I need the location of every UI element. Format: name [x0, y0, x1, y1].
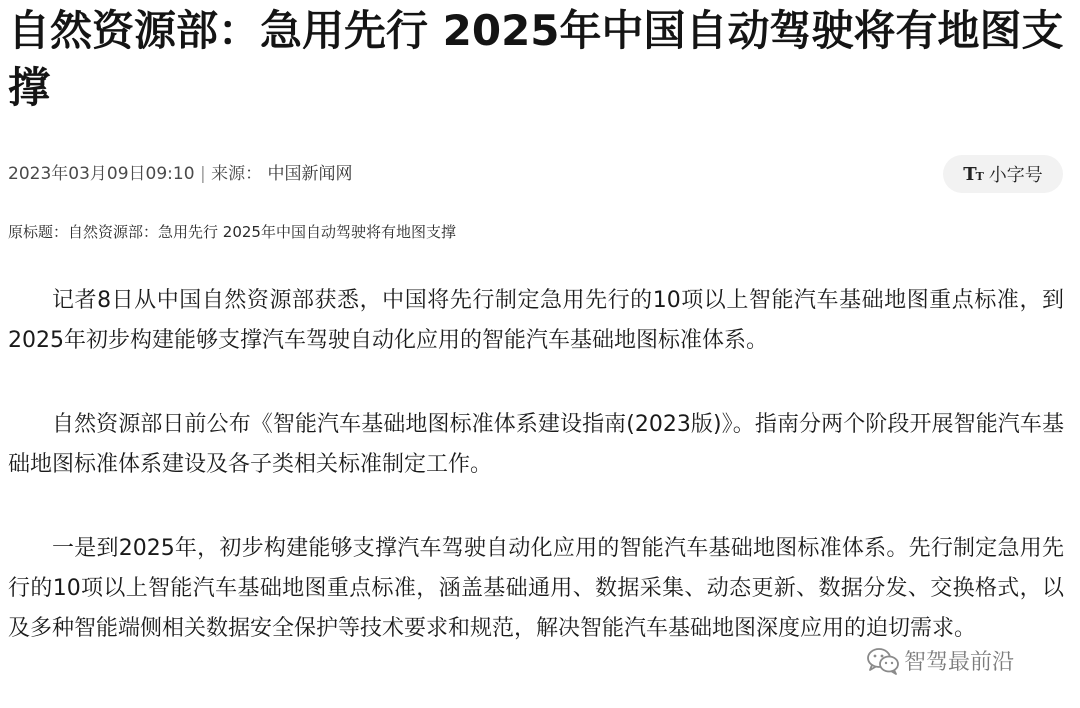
article-title: 自然资源部：急用先行 2025年中国自动驾驶将有地图支撑	[8, 6, 1064, 112]
font-size-toggle-button[interactable]	[943, 155, 1063, 193]
publish-date: 2023年03月09日09:10	[8, 164, 195, 184]
watermark-text: 智驾最前沿	[904, 650, 1015, 675]
meta-separator: |	[199, 164, 206, 184]
article-body	[8, 281, 1064, 693]
paragraph: 记者8日从中国自然资源部获悉，中国将先行制定急用先行的10项以上智能汽车基础地图重点标准，到2025年初步构建能够支撑汽车驾驶自动化应用的智能汽车基础地图标准体系。	[8, 288, 1064, 353]
font-size-toggle-label: 小字号	[988, 165, 1043, 186]
article-meta	[8, 160, 352, 188]
paragraph: 自然资源部日前公布《智能汽车基础地图标准体系建设指南(2023版)》。指南分两个阶段开展智能汽车基础地图标准体系建设及各子类相关标准制定工作。	[8, 412, 1064, 477]
source-name[interactable]: 中国新闻网	[267, 164, 353, 184]
text-size-icon: TT	[963, 163, 983, 185]
source-label: 来源：	[211, 164, 263, 184]
original-title: 原标题：自然资源部：急用先行 2025年中国自动驾驶将有地图支撑	[8, 223, 456, 241]
wechat-icon	[866, 647, 900, 675]
paragraph: 一是到2025年，初步构建能够支撑汽车驾驶自动化应用的智能汽车基础地图标准体系。先行制定急用先行的10项以上智能汽车基础地图重点标准，涵盖基础通用、数据采集、动态更新、数据分发、交换格式，以及多种智能端侧相关数据安全保护等技术要求和规范，解决智能汽车基础地图深度应用的迫切需求。	[8, 536, 1064, 641]
watermark	[866, 645, 1014, 676]
